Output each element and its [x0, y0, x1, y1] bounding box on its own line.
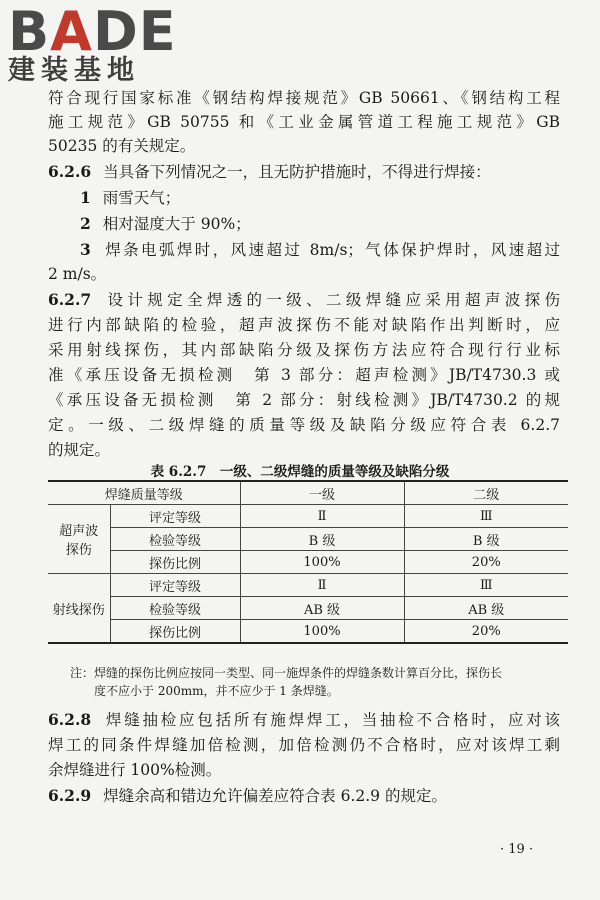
item-number: 1 [80, 188, 91, 207]
para-line: 2 m/s。 [48, 265, 107, 283]
cell-value: B 级 [404, 528, 568, 551]
logo-letters-de: DE [92, 0, 177, 63]
para-line: 符合现行国家标准《钢结构焊接规范》GB 50661、《钢结构工程 [48, 89, 560, 107]
table-note: 度不应小于 200mm，并不应少于 1 条焊缝。 [94, 684, 339, 698]
item-number: 2 [80, 214, 91, 233]
clause-number: 6.2.8 [48, 710, 92, 729]
para-line: 50235 的有关规定。 [48, 137, 196, 155]
clause-number: 6.2.9 [48, 786, 92, 805]
para-line: 余焊缝进行 100%检测。 [48, 761, 222, 779]
table-row [48, 620, 568, 644]
table-note: 注：焊缝的探伤比例应按同一类型、同一施焊条件的焊缝条数计算百分比，探伤长 [70, 666, 503, 680]
quality-grade-table [48, 480, 568, 644]
clause-6-2-9 [48, 786, 560, 806]
table-header-row [48, 481, 568, 505]
item-text: 相对湿度大于 90%； [102, 215, 251, 233]
header-cell: 二级 [404, 481, 568, 505]
table-row [48, 505, 568, 528]
clause-6-2-8 [48, 710, 560, 730]
item-text: 雨雪天气； [102, 189, 181, 207]
cell-value: Ⅱ [240, 574, 404, 597]
table-row [48, 574, 568, 597]
cell-value: AB 级 [404, 597, 568, 620]
table-caption: 表 6.2.7 一级、二级焊缝的质量等级及缺陷分级 [150, 464, 450, 480]
para-line: 的规定。 [48, 441, 111, 459]
cell-value: 20% [404, 620, 568, 644]
clause-number: 6.2.7 [48, 290, 92, 309]
clause-text: 焊缝余高和错边允许偏差应符合表 6.2.9 的规定。 [103, 787, 447, 805]
table-row [48, 551, 568, 574]
table-row [48, 528, 568, 551]
list-item [48, 188, 560, 208]
para-line: 《承压设备无损检测 第 2 部分：射线检测》JB/T4730.2 的规 [48, 391, 560, 409]
row-label: 探伤比例 [110, 551, 240, 574]
cell-value: Ⅲ [404, 505, 568, 528]
cell-value: 100% [240, 551, 404, 574]
clause-text: 设计规定全焊透的一级、二级焊缝应采用超声波探伤 [103, 291, 560, 309]
page-number: · 19 · [500, 842, 534, 857]
header-cell: 一级 [240, 481, 404, 505]
cell-value: 20% [404, 551, 568, 574]
list-item [48, 214, 560, 234]
row-label: 检验等级 [110, 597, 240, 620]
item-number: 3 [80, 240, 91, 259]
cell-value: AB 级 [240, 597, 404, 620]
logo-letter-b: B [8, 0, 51, 63]
para-line: 进行内部缺陷的检验，超声波探伤不能对缺陷作出判断时，应 [48, 316, 560, 334]
logo-subtitle: 建装基地 [8, 55, 140, 86]
row-label: 评定等级 [110, 574, 240, 597]
para-line: 定。一级、二级焊缝的质量等级及缺陷分级应符合表 6.2.7 [48, 416, 560, 434]
logo-letter-a: A [50, 0, 93, 63]
brand-logo [8, 0, 188, 86]
cell-value: 100% [240, 620, 404, 644]
cell-value: Ⅲ [404, 574, 568, 597]
clause-text: 当具备下列情况之一，且无防护措施时，不得进行焊接： [103, 163, 491, 181]
list-item [48, 240, 560, 260]
clause-number: 6.2.6 [48, 162, 92, 181]
para-line: 采用射线探伤，其内部缺陷分级及探伤方法应符合现行行业标 [48, 341, 560, 359]
header-cell: 焊缝质量等级 [48, 481, 240, 505]
cell-value: B 级 [240, 528, 404, 551]
row-label: 评定等级 [110, 505, 240, 528]
item-text: 焊条电弧焊时，风速超过 8m/s；气体保护焊时，风速超过 [102, 241, 560, 259]
group-name: 超声波 [59, 524, 99, 539]
clause-6-2-7 [48, 290, 560, 310]
para-line: 焊工的同条件焊缝加倍检测，加倍检测仍不合格时，应对该焊工剩 [48, 736, 560, 754]
group-cell-ultrasonic [48, 505, 110, 574]
cell-value: Ⅱ [240, 505, 404, 528]
clause-text: 焊缝抽检应包括所有施焊焊工，当抽检不合格时，应对该 [103, 711, 560, 729]
logo-wordmark [8, 0, 188, 63]
group-cell-radiographic: 射线探伤 [48, 574, 110, 644]
row-label: 探伤比例 [110, 620, 240, 644]
group-name: 探伤 [65, 543, 92, 558]
para-line: 准《承压设备无损检测 第 3 部分：超声检测》JB/T4730.3 或 [48, 366, 560, 384]
clause-6-2-6 [48, 162, 560, 182]
table-row [48, 597, 568, 620]
row-label: 检验等级 [110, 528, 240, 551]
para-line: 施工规范》GB 50755 和《工业金属管道工程施工规范》GB [48, 113, 560, 131]
